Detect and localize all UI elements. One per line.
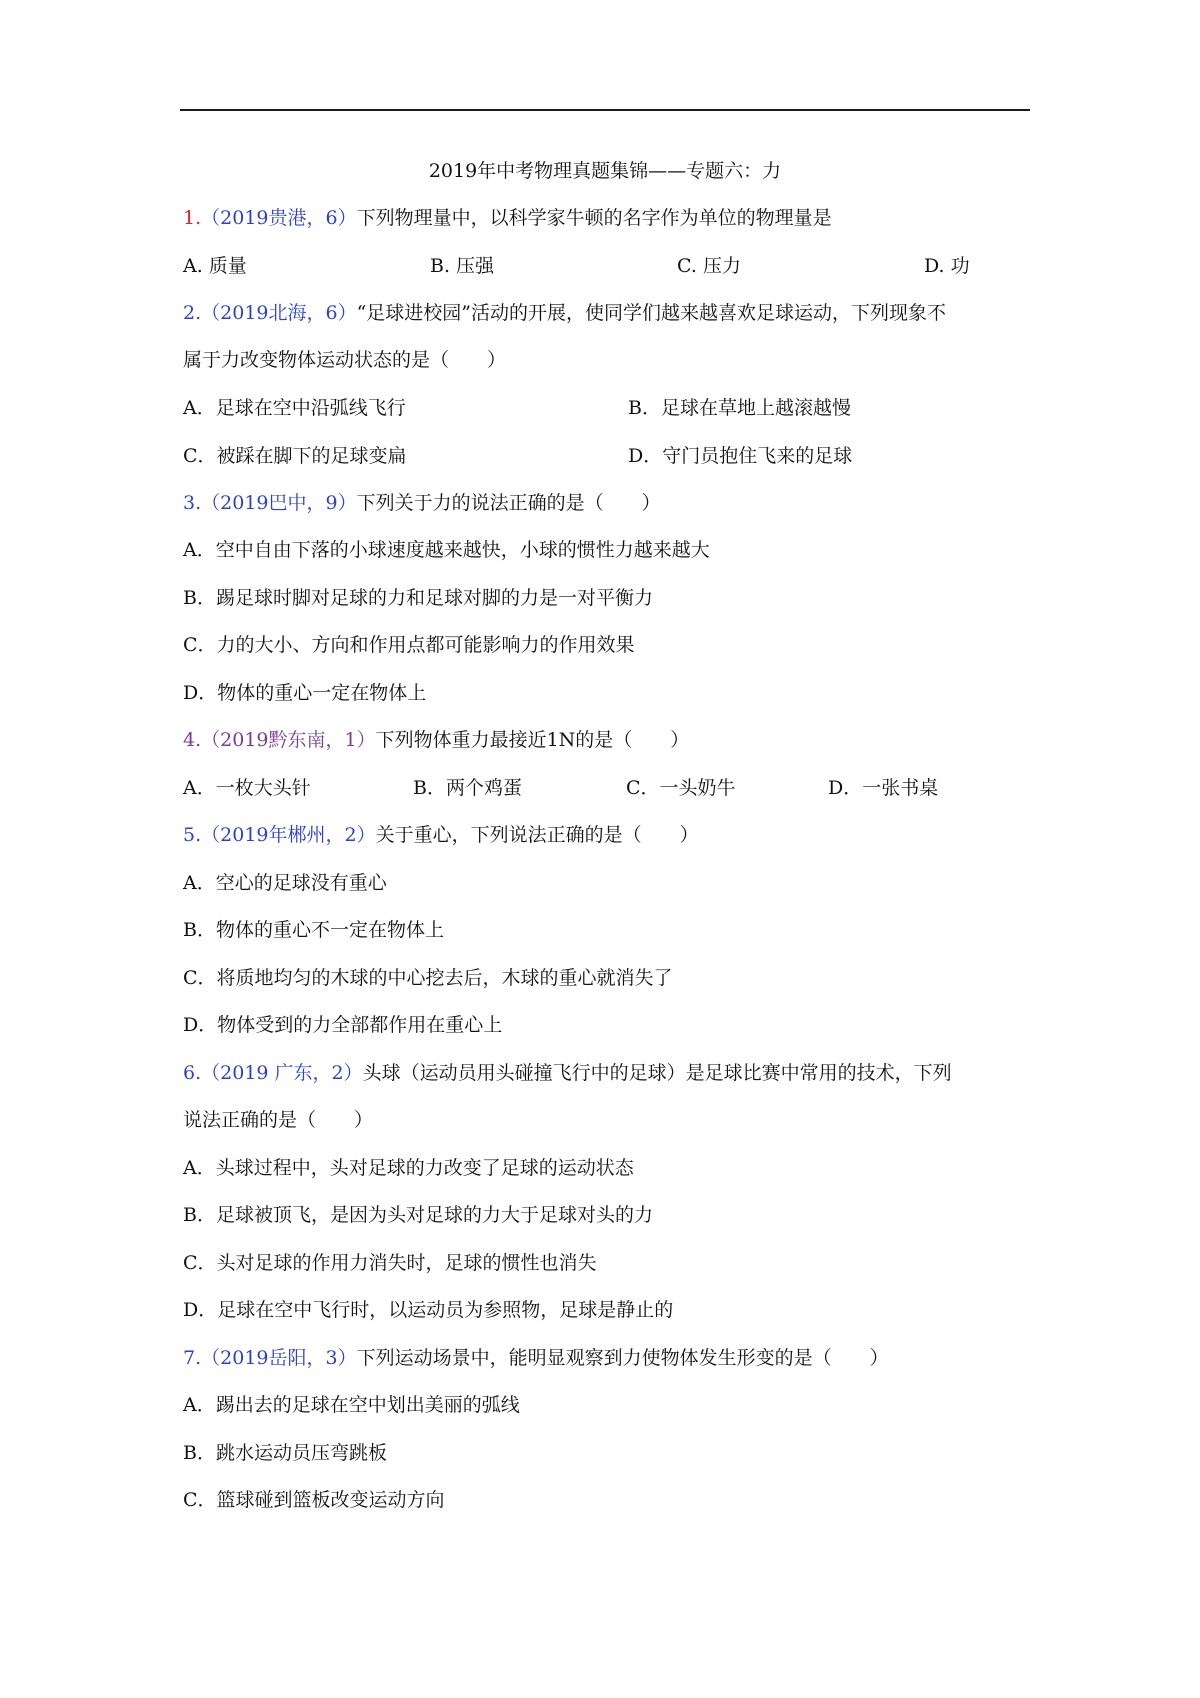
option-d: D．足球在空中飞行时，以运动员为参照物，足球是静止的 [183,1299,674,1321]
option-a: A．踢出去的足球在空中划出美丽的弧线 [183,1394,520,1416]
question-6-stem [183,1058,952,1088]
question-source: （2019岳阳，3） [201,1347,357,1369]
question-6-stem-cont: 说法正确的是（ ） [183,1109,374,1131]
option-d: D. 功 [924,255,970,277]
option-c: C．头对足球的作用力消失时，足球的惯性也消失 [183,1252,597,1274]
question-number: 5. [183,824,202,846]
question-2-stem [183,298,946,328]
question-4-stem [183,725,689,755]
option-a: A．空心的足球没有重心 [183,872,387,894]
question-number: 7. [183,1347,202,1369]
question-text: 下列关于力的说法正确的是（ ） [356,492,661,514]
question-number: 1. [183,207,202,229]
option-c: C．力的大小、方向和作用点都可能影响力的作用效果 [183,634,635,656]
option-a: A．空中自由下落的小球速度越来越快，小球的惯性力越来越大 [183,539,710,561]
question-text: 下列物理量中，以科学家牛顿的名字作为单位的物理量是 [356,207,832,229]
question-number: 4. [183,729,202,751]
question-7-stem [183,1343,889,1373]
option-a: A．足球在空中沿弧线飞行 [183,397,406,419]
option-b: B．两个鸡蛋 [413,777,522,799]
question-text: 头球（运动员用头碰撞飞行中的足球）是足球比赛中常用的技术，下列 [362,1062,952,1084]
document-title: 2019年中考物理真题集锦——专题六：力 [428,160,782,182]
question-number: 2. [183,302,202,324]
question-text: 下列物体重力最接近1N的是（ ） [375,729,690,751]
question-text: 关于重心，下列说法正确的是（ ） [375,824,699,846]
option-c: C. 压力 [677,255,741,277]
option-d: D．一张书桌 [828,777,939,799]
option-b: B．足球在草地上越滚越慢 [628,397,851,419]
option-a: A. 质量 [183,255,247,277]
question-source: （2019黔东南，1） [201,729,376,751]
option-d: D．物体受到的力全部都作用在重心上 [183,1014,503,1036]
question-source: （2019贵港，6） [201,207,357,229]
option-b: B．跳水运动员压弯跳板 [183,1442,387,1464]
option-c: C．篮球碰到篮板改变运动方向 [183,1489,445,1511]
question-2-stem-cont: 属于力改变物体运动状态的是（ ） [183,349,507,371]
question-number: 3. [183,492,202,514]
question-number: 6. [183,1062,202,1084]
option-b: B．物体的重心不一定在物体上 [183,919,444,941]
option-c: C．一头奶牛 [626,777,736,799]
question-source: （2019巴中，9） [201,492,357,514]
question-5-stem [183,820,699,850]
question-text: 下列运动场景中，能明显观察到力使物体发生形变的是（ ） [356,1347,889,1369]
question-text: “足球进校园”活动的开展，使同学们越来越喜欢足球运动，下列现象不 [356,302,947,324]
option-c: C．被踩在脚下的足球变扁 [183,445,407,467]
question-source: （2019北海，6） [201,302,357,324]
option-d: D．物体的重心一定在物体上 [183,682,427,704]
question-source: （2019年郴州，2） [201,824,376,846]
option-c: C．将质地均匀的木球的中心挖去后，木球的重心就消失了 [183,967,673,989]
option-b: B．踢足球时脚对足球的力和足球对脚的力是一对平衡力 [183,587,653,609]
option-a: A．头球过程中，头对足球的力改变了足球的运动状态 [183,1157,634,1179]
question-source: （2019 广东，2） [201,1062,363,1084]
option-b: B. 压强 [430,255,495,277]
header-rule [180,109,1030,111]
option-b: B．足球被顶飞，是因为头对足球的力大于足球对头的力 [183,1204,653,1226]
question-1-stem [183,203,832,233]
option-d: D．守门员抱住飞来的足球 [628,445,853,467]
question-3-stem [183,488,661,518]
option-a: A．一枚大头针 [183,777,311,799]
